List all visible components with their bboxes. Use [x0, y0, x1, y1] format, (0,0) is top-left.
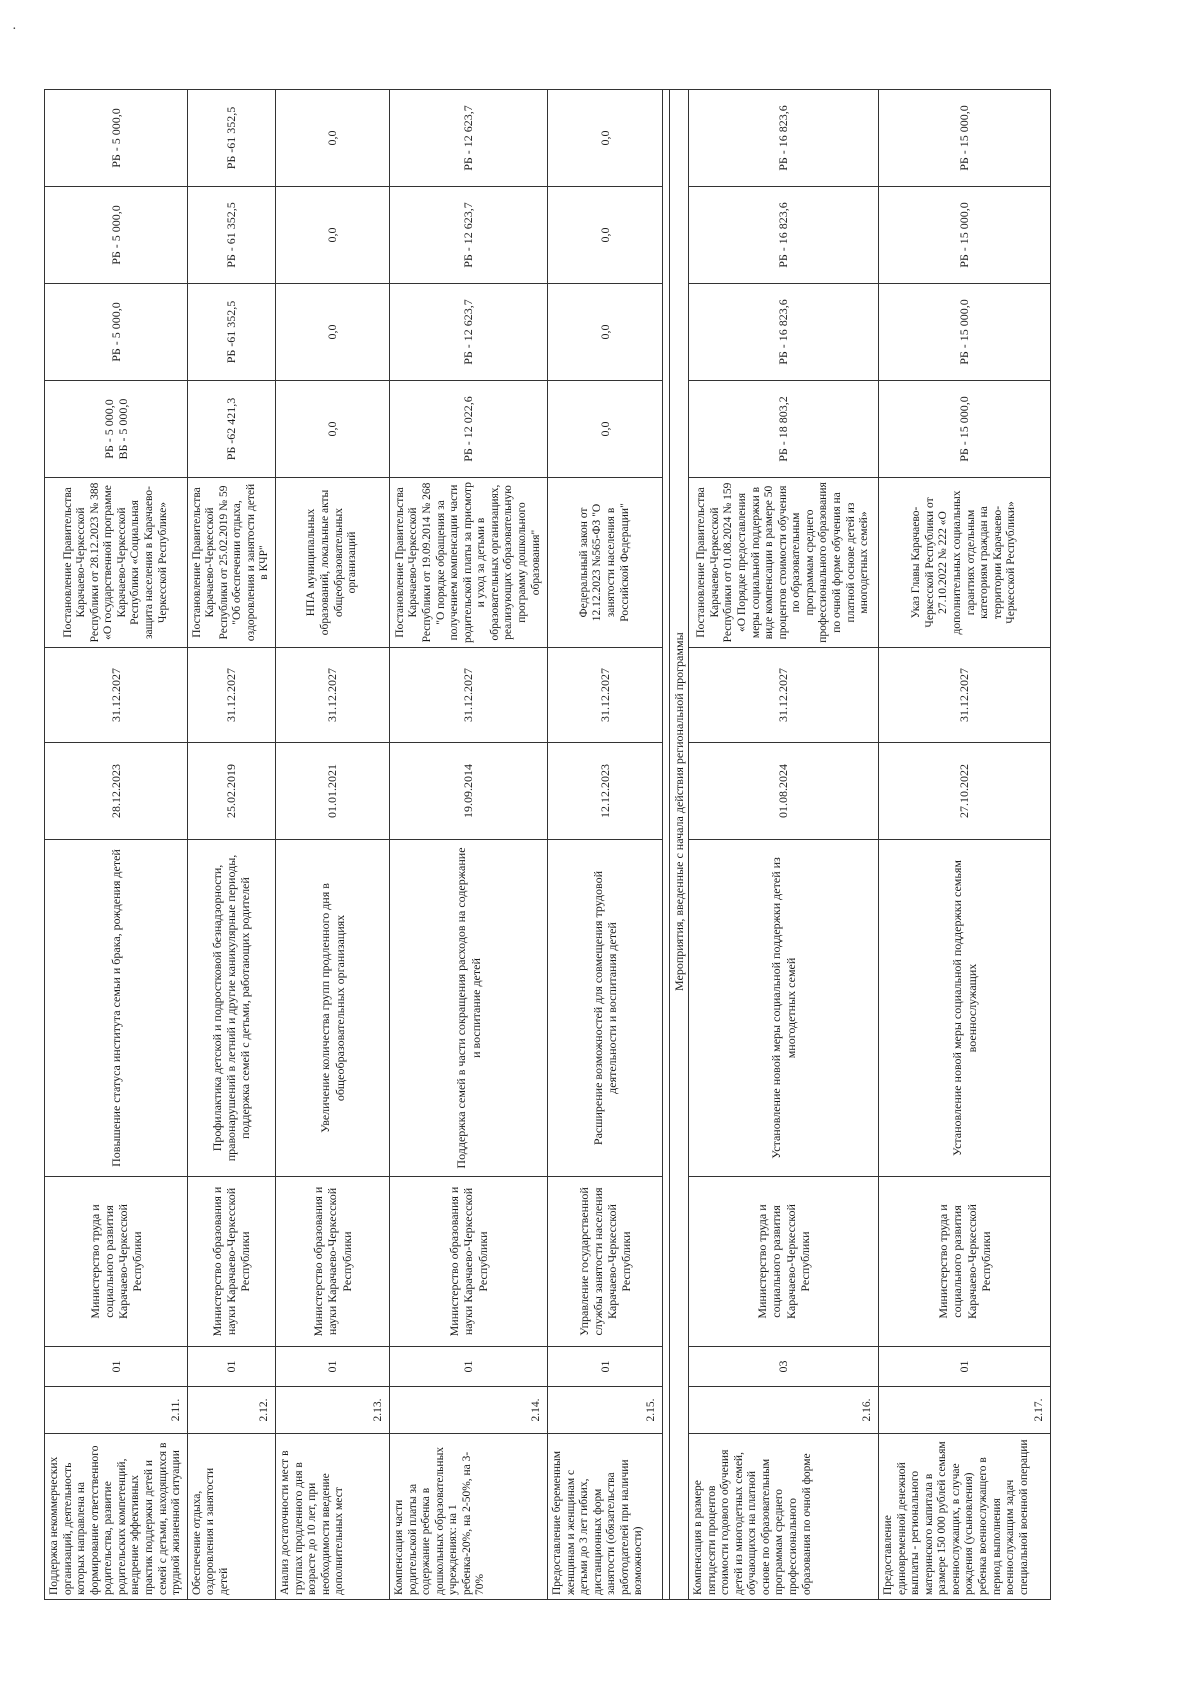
code-cell: 01: [45, 1347, 188, 1387]
funding-cell-4: РБ - 16 823,6: [689, 90, 879, 187]
responsible-cell: Министерство образования и науки Карачаево-Черкесской Республики: [187, 1177, 275, 1347]
funding-cell-1: РБ - 18 803,2: [689, 381, 879, 478]
goal-cell: Повышение статуса института семьи и брака, рождения детей: [45, 840, 188, 1177]
end-date-cell: 31.12.2027: [879, 648, 1051, 743]
table-row: [879, 90, 1051, 1600]
goal-cell: Профилактика детской и подростковой безнадзорности, правонарушений в летний и другие каникулярные периоды, поддержка семей с детьми, работающих родителей: [187, 840, 275, 1177]
goal-cell: Установление новой меры социальной поддержки детей из многодетных семей: [689, 840, 879, 1177]
funding-cell-2: 0,0: [548, 284, 663, 381]
start-date-cell: 01.01.2021: [276, 743, 390, 840]
start-date-cell: 19.09.2014: [390, 743, 548, 840]
measure-name-cell: Предоставление беременным женщинам и женщинам с детьми до 3 лет гибких, дистанционных форм занятости (обязательства работодателей при наличии возможности): [548, 1434, 663, 1600]
start-date-cell: 25.02.2019: [187, 743, 275, 840]
row-number-cell: 2.13.: [276, 1387, 390, 1434]
section-spacer-row: [663, 90, 670, 1600]
funding-cell-3: РБ - 16 823,6: [689, 187, 879, 284]
table-row: [187, 90, 275, 1600]
end-date-cell: 31.12.2027: [45, 648, 188, 743]
row-number-cell: 2.16.: [689, 1387, 879, 1434]
funding-cell-3: РБ - 61 352,5: [187, 187, 275, 284]
funding-cell-3: РБ - 15 000,0: [879, 187, 1051, 284]
rotated-table-sheet: [44, 90, 1122, 1600]
responsible-cell: Министерство труда и социального развития Карачаево-Черкесской Республики: [689, 1177, 879, 1347]
goal-cell: Установление новой меры социальной поддержки семьям военнослужащих: [879, 840, 1051, 1177]
goal-cell: Увеличение количества групп продленного дня в общеобразовательных организациях: [276, 840, 390, 1177]
code-cell: 01: [548, 1347, 663, 1387]
measure-name-cell: Обеспечение отдыха, оздоровления и занятости детей: [187, 1434, 275, 1600]
legal-document-cell: Постановление Правительства Карачаево-Черкесской Республики от 01.08.2024 № 159 «О Порядке предоставления меры социальной поддержки в виде компенсации в размере 50 процентов стоимости обучения по образовательным программам среднего профессионального образования по очной форме обучения на платной основе детей из многодетных семей»: [689, 478, 879, 648]
end-date-cell: 31.12.2027: [390, 648, 548, 743]
funding-cell-1: РБ - 15 000,0: [879, 381, 1051, 478]
code-cell: 01: [390, 1347, 548, 1387]
goal-cell: Расширение возможностей для совмещения трудовой деятельности и воспитания детей: [548, 840, 663, 1177]
legal-document-cell: Постановление Правительства Карачаево-Черкесской Республики от 25.02.2019 № 59 "Об обеспечении отдыха, оздоровления и занятости детей в КЧР": [187, 478, 275, 648]
measure-name-cell: Компенсация части родительской платы за содержание ребенка в дошкольных образовательных учреждениях: на 1 ребенка-20%, на 2-50%, на 3-70%: [390, 1434, 548, 1600]
row-number-cell: 2.12.: [187, 1387, 275, 1434]
funding-cell-2: РБ - 5 000,0: [45, 284, 188, 381]
row-number-cell: 2.14.: [390, 1387, 548, 1434]
legal-document-cell: Федеральный закон от 12.12.2023 №565-ФЗ "О занятости населения в Российской Федерации": [548, 478, 663, 648]
start-date-cell: 27.10.2022: [879, 743, 1051, 840]
funding-value-extra: ВБ - 5 000,0: [115, 398, 130, 460]
start-date-cell: 28.12.2023: [45, 743, 188, 840]
funding-cell-1: РБ -62 421,3: [187, 381, 275, 478]
funding-cell-4: РБ - 12 623,7: [390, 90, 548, 187]
end-date-cell: 31.12.2027: [276, 648, 390, 743]
funding-cell-4: 0,0: [548, 90, 663, 187]
responsible-cell: Управление государственной службы занятости населения Карачаево-Черкесской Республики: [548, 1177, 663, 1347]
start-date-cell: 12.12.2023: [548, 743, 663, 840]
legal-document-cell: Постановление Правительства Карачаево-Черкесской Республики от 19.09.2014 № 268 "О порядке обращения за получением компенсации части родительской платы за присмотр и уход за детьми в образовательных организациях, реализующих образовательную программу дошкольного образования": [390, 478, 548, 648]
responsible-cell: Министерство образования и науки Карачаево-Черкесской Республики: [276, 1177, 390, 1347]
funding-cell-1: 0,0: [548, 381, 663, 478]
section-header-row: [670, 90, 689, 1600]
table-row: [548, 90, 663, 1600]
responsible-cell: Министерство труда и социального развития Карачаево-Черкесской Республики: [45, 1177, 188, 1347]
row-number-cell: 2.17.: [879, 1387, 1051, 1434]
funding-cell-2: РБ -61 352,5: [187, 284, 275, 381]
funding-cell-3: РБ - 12 623,7: [390, 187, 548, 284]
measure-name-cell: Предоставление единовременной денежной выплаты - регионального материнского капитала в размере 150 000 рублей семьям военнослужащих, в случае рождения (усыновления) ребенка военнослужащего в период выполнения военнослужащим задач специальной военной операции: [879, 1434, 1051, 1600]
responsible-cell: Министерство труда и социального развития Карачаево-Черкесской Республики: [879, 1177, 1051, 1347]
funding-cell-1: [45, 381, 188, 478]
funding-cell-2: РБ - 16 823,6: [689, 284, 879, 381]
goal-cell: Поддержка семей в части сокращения расходов на содержание и воспитание детей: [390, 840, 548, 1177]
funding-cell-2: РБ - 12 623,7: [390, 284, 548, 381]
funding-cell-4: РБ -61 352,5: [187, 90, 275, 187]
funding-cell-3: 0,0: [548, 187, 663, 284]
funding-cell-1: РБ - 12 022,6: [390, 381, 548, 478]
funding-cell-3: 0,0: [276, 187, 390, 284]
legal-document-cell: Указ Главы Карачаево-Черкесской Республики от 27.10.2022 № 222 «О дополнительных социальных гарантиях отдельным категориям граждан на территории Карачаево-Черкесской Республики»: [879, 478, 1051, 648]
start-date-cell: 01.08.2024: [689, 743, 879, 840]
row-number-cell: 2.11.: [45, 1387, 188, 1434]
code-cell: 03: [689, 1347, 879, 1387]
measure-name-cell: Компенсация в размере пятидесяти процентов стоимости годового обучения детей из многодетных семей, обучающихся на платной основе по образовательным программам среднего профессионального образования по очной форме: [689, 1434, 879, 1600]
measure-name-cell: Поддержка некоммерческих организаций, деятельность которых направлена на формирование ответственного родительства, развитие родительских компетенций, внедрение эффективных практик поддержки детей и семей с детьми, находящихся в трудной жизненной ситуации: [45, 1434, 188, 1600]
table-row: [276, 90, 390, 1600]
end-date-cell: 31.12.2027: [548, 648, 663, 743]
funding-cell-4: РБ - 15 000,0: [879, 90, 1051, 187]
code-cell: 01: [187, 1347, 275, 1387]
section-spacer-cell: [663, 90, 670, 1600]
funding-cell-1: 0,0: [276, 381, 390, 478]
funding-cell-3: РБ - 5 000,0: [45, 187, 188, 284]
table-row: [45, 90, 188, 1600]
legal-document-cell: Постановление Правительства Карачаево-Черкесской Республики от 28.12.2023 № 388 «О государственной программе Карачаево-Черкесской Республики «Социальная защита населения в Карачаево-Черкесской Республике»: [45, 478, 188, 648]
measure-name-cell: Анализ достаточности мест в группах продленного дня в возрасте до 10 лет, при необходимости введение дополнительных мест: [276, 1434, 390, 1600]
funding-cell-2: 0,0: [276, 284, 390, 381]
page-corner-mark: ·: [12, 22, 17, 37]
legal-document-cell: НПА муниципальных образований, локальные акты общеобразовательных организаций: [276, 478, 390, 648]
code-cell: 01: [879, 1347, 1051, 1387]
funding-cell-4: 0,0: [276, 90, 390, 187]
table-row: [689, 90, 879, 1600]
funding-value: РБ - 5 000,0: [101, 399, 116, 459]
responsible-cell: Министерство образования и науки Карачаево-Черкесской Республики: [390, 1177, 548, 1347]
section-header: Мероприятия, введенные с начала действия региональной программы: [670, 90, 689, 1600]
row-number-cell: 2.15.: [548, 1387, 663, 1434]
end-date-cell: 31.12.2027: [689, 648, 879, 743]
funding-cell-2: РБ - 15 000,0: [879, 284, 1051, 381]
code-cell: 01: [276, 1347, 390, 1387]
table-row: [390, 90, 548, 1600]
end-date-cell: 31.12.2027: [187, 648, 275, 743]
funding-cell-4: РБ - 5 000,0: [45, 90, 188, 187]
measures-table: [44, 89, 1051, 1600]
